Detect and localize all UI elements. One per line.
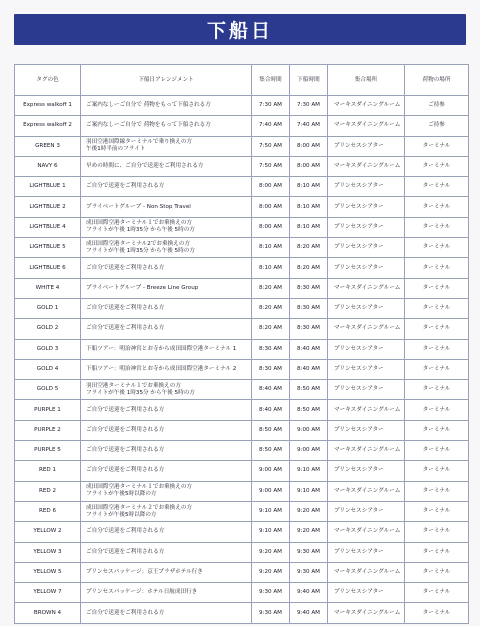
disembark-time-cell: 8:50 AM (290, 400, 328, 420)
meeting-time-cell: 7:50 AM (252, 156, 290, 176)
table-row (15, 420, 469, 440)
luggage-place-cell: ターミナル (405, 583, 469, 603)
meeting-place-cell: プリンセスシアター (328, 238, 405, 258)
meeting-time-cell: 9:10 AM (252, 501, 290, 521)
meeting-place-cell: プリンセスシアター (328, 420, 405, 440)
page-title: 下船日 (206, 20, 273, 42)
table-row (15, 339, 469, 359)
meeting-place-cell: プリンセスシアター (328, 339, 405, 359)
meeting-place-cell: プリンセスシアター (328, 583, 405, 603)
table-row (15, 522, 469, 542)
disembark-time-cell: 9:00 AM (290, 420, 328, 440)
table-row (15, 298, 469, 318)
disembark-time-cell: 8:30 AM (290, 319, 328, 339)
meeting-time-cell: 8:00 AM (252, 217, 290, 237)
meeting-place-cell: マーキスダイニングルーム (328, 603, 405, 623)
tag-color-cell: YELLOW 7 (15, 583, 81, 603)
arrangement-line: ご自分で送迎をご利用される方 (86, 183, 165, 190)
arrangement-cell (81, 339, 252, 359)
luggage-place-cell: ターミナル (405, 501, 469, 521)
meeting-place-cell: マーキスダイニングルーム (328, 156, 405, 176)
disembark-time-cell: 8:00 AM (290, 156, 328, 176)
arrangement-line: フライトが午後5時以降の方 (86, 491, 157, 498)
disembark-time-cell: 9:10 AM (290, 481, 328, 501)
meeting-place-cell: マーキスダイニングルーム (328, 441, 405, 461)
arrangement-cell (81, 400, 252, 420)
luggage-place-cell: ターミナル (405, 258, 469, 278)
table-row (15, 278, 469, 298)
arrangement-line: ご自分で送迎をご利用される方 (86, 548, 165, 555)
arrangement-cell (81, 380, 252, 400)
arrangement-line: フライトが午後5時以降の方 (86, 511, 157, 518)
tag-color-cell: Express walkoff 1 (15, 96, 81, 116)
meeting-time-cell: 8:50 AM (252, 441, 290, 461)
arrangement-line: ご自分で送迎をご利用される方 (86, 264, 165, 271)
arrangement-cell (81, 116, 252, 136)
header-tag-color: タグの色 (15, 65, 81, 96)
tag-color-cell: RED 6 (15, 501, 81, 521)
arrangement-line: ご自分で送迎をご利用される方 (86, 426, 165, 433)
disembark-time-cell: 9:40 AM (290, 583, 328, 603)
meeting-place-cell: マーキスダイニングルーム (328, 116, 405, 136)
luggage-place-cell: ターミナル (405, 380, 469, 400)
arrangement-line: ご自分で送迎をご利用される方 (86, 528, 165, 535)
luggage-place-cell: ターミナル (405, 522, 469, 542)
meeting-time-cell: 9:30 AM (252, 603, 290, 623)
arrangement-line: ご自分で送迎をご利用される方 (86, 467, 165, 474)
arrangement-cell (81, 278, 252, 298)
tag-color-cell: LIGHTBLUE 1 (15, 177, 81, 197)
meeting-place-cell: プリンセスシアター (328, 542, 405, 562)
meeting-time-cell: 9:20 AM (252, 542, 290, 562)
meeting-time-cell: 8:50 AM (252, 420, 290, 440)
meeting-place-cell: マーキスダイニングルーム (328, 319, 405, 339)
tag-color-cell: LIGHTBLUE 5 (15, 238, 81, 258)
arrangement-line: 成田国際空港ターミナル2でお乗換えの方 (86, 240, 190, 247)
arrangement-cell (81, 583, 252, 603)
arrangement-cell (81, 96, 252, 116)
luggage-place-cell: ターミナル (405, 359, 469, 379)
arrangement-cell (81, 359, 252, 379)
luggage-place-cell: ターミナル (405, 197, 469, 217)
meeting-place-cell: プリンセスシアター (328, 136, 405, 156)
luggage-place-cell: ターミナル (405, 603, 469, 623)
meeting-time-cell: 9:30 AM (252, 583, 290, 603)
arrangement-line: ご自分で送迎をご利用される方 (86, 325, 165, 332)
arrangement-line: プリンセスパッケージ：京王プラザホテル行き (86, 568, 203, 575)
tag-color-cell: LIGHTBLUE 2 (15, 197, 81, 217)
table-row (15, 481, 469, 501)
luggage-place-cell: ターミナル (405, 177, 469, 197)
arrangement-cell (81, 156, 252, 176)
disembark-time-cell: 9:30 AM (290, 562, 328, 582)
tag-color-cell: WHITE 4 (15, 278, 81, 298)
luggage-place-cell: ターミナル (405, 400, 469, 420)
arrangement-line: ご自分で送迎をご利用される方 (86, 305, 165, 312)
meeting-time-cell: 8:10 AM (252, 238, 290, 258)
tag-color-cell: PURPLE 1 (15, 400, 81, 420)
disembark-time-cell: 8:30 AM (290, 278, 328, 298)
luggage-place-cell: ターミナル (405, 156, 469, 176)
meeting-place-cell: プリンセスシアター (328, 461, 405, 481)
luggage-place-cell: ターミナル (405, 339, 469, 359)
arrangement-line: プリンセスパッケージ：ホテル日航成田行き (86, 589, 198, 596)
arrangement-line: ご自分で送迎をご利用される方 (86, 447, 165, 454)
table-row (15, 603, 469, 623)
arrangement-cell (81, 603, 252, 623)
meeting-place-cell: プリンセスシアター (328, 258, 405, 278)
meeting-time-cell: 8:10 AM (252, 258, 290, 278)
table-row (15, 217, 469, 237)
disembark-time-cell: 8:40 AM (290, 359, 328, 379)
table-row (15, 238, 469, 258)
table-row (15, 501, 469, 521)
table-row (15, 583, 469, 603)
header-arrangement: 下船日アレンジメント (81, 65, 252, 96)
tag-color-cell: YELLOW 3 (15, 542, 81, 562)
meeting-place-cell: プリンセスシアター (328, 298, 405, 318)
table-body (15, 96, 469, 624)
tag-color-cell: LIGHTBLUE 6 (15, 258, 81, 278)
disembark-time-cell: 8:10 AM (290, 197, 328, 217)
arrangement-cell (81, 562, 252, 582)
luggage-place-cell: ターミナル (405, 136, 469, 156)
arrangement-cell (81, 542, 252, 562)
luggage-place-cell: ターミナル (405, 481, 469, 501)
table-row (15, 156, 469, 176)
luggage-place-cell: ターミナル (405, 217, 469, 237)
meeting-place-cell: マーキスダイニングルーム (328, 522, 405, 542)
meeting-time-cell: 9:10 AM (252, 522, 290, 542)
arrangement-cell (81, 238, 252, 258)
arrangement-cell (81, 461, 252, 481)
disembark-time-cell: 8:40 AM (290, 339, 328, 359)
arrangement-cell (81, 501, 252, 521)
arrangement-line: プライベートグループ - Non Stop Travel (86, 203, 191, 210)
table-row (15, 116, 469, 136)
page-banner (14, 14, 466, 45)
arrangement-cell (81, 197, 252, 217)
tag-color-cell: GOLD 1 (15, 298, 81, 318)
luggage-place-cell: ターミナル (405, 542, 469, 562)
meeting-time-cell: 9:20 AM (252, 562, 290, 582)
disembark-time-cell: 9:40 AM (290, 603, 328, 623)
arrangement-line: ご自分で送迎をご利用される方 (86, 406, 165, 413)
meeting-time-cell: 8:40 AM (252, 400, 290, 420)
arrangement-line: プライベートグループ - Breeze Line Group (86, 284, 199, 291)
header-meeting-time: 集合時間 (252, 65, 290, 96)
table-row (15, 319, 469, 339)
disembark-time-cell: 8:10 AM (290, 177, 328, 197)
disembark-time-cell: 9:20 AM (290, 522, 328, 542)
tag-color-cell: YELLOW 5 (15, 562, 81, 582)
meeting-place-cell: プリンセスシアター (328, 217, 405, 237)
arrangement-line: 早めの時間に、ご自分で送迎をご利用される方 (86, 163, 204, 170)
meeting-time-cell: 7:40 AM (252, 116, 290, 136)
arrangement-cell (81, 217, 252, 237)
arrangement-line: 羽田空港国際線ターミナルで乗り換えの方 (86, 139, 193, 146)
disembark-time-cell: 8:50 AM (290, 380, 328, 400)
arrangement-line: ご案内なしーご自分で 荷物をもって下船される方 (86, 122, 211, 129)
luggage-place-cell: ターミナル (405, 298, 469, 318)
arrangement-line: フライトが午後 1時35分 から午後 5時の方 (86, 389, 195, 396)
table-row (15, 359, 469, 379)
table-row (15, 542, 469, 562)
tag-color-cell: GOLD 4 (15, 359, 81, 379)
meeting-time-cell: 8:30 AM (252, 339, 290, 359)
tag-color-cell: LIGHTBLUE 4 (15, 217, 81, 237)
arrangement-line: 下船ツアー：明治神宮とお寺から成田国際空港ターミナル 1 (86, 345, 237, 352)
tag-color-cell: YELLOW 2 (15, 522, 81, 542)
arrangement-cell (81, 177, 252, 197)
arrangement-cell (81, 136, 252, 156)
disembark-time-cell: 8:00 AM (290, 136, 328, 156)
arrangement-line: ご案内なしーご自分で 荷物をもって下船される方 (86, 102, 211, 109)
luggage-place-cell: ターミナル (405, 441, 469, 461)
meeting-place-cell: プリンセスシアター (328, 197, 405, 217)
luggage-place-cell: ターミナル (405, 461, 469, 481)
tag-color-cell: Express walkoff 2 (15, 116, 81, 136)
meeting-place-cell: マーキスダイニングルーム (328, 96, 405, 116)
table-row (15, 400, 469, 420)
disembark-time-cell: 9:10 AM (290, 461, 328, 481)
disembark-time-cell: 9:20 AM (290, 501, 328, 521)
meeting-time-cell: 9:00 AM (252, 481, 290, 501)
arrangement-cell (81, 319, 252, 339)
disembark-time-cell: 8:20 AM (290, 238, 328, 258)
arrangement-line: 成田国際空港ターミナル１でお乗換えの方 (86, 220, 193, 227)
tag-color-cell: NAVY 6 (15, 156, 81, 176)
tag-color-cell: GOLD 2 (15, 319, 81, 339)
arrangement-line: ご自分で送迎をご利用される方 (86, 609, 165, 616)
table-row (15, 441, 469, 461)
luggage-place-cell: ターミナル (405, 238, 469, 258)
luggage-place-cell: ターミナル (405, 319, 469, 339)
header-meeting-place: 集合場所 (328, 65, 405, 96)
table-row (15, 197, 469, 217)
disembark-time-cell: 7:30 AM (290, 96, 328, 116)
meeting-place-cell: プリンセスシアター (328, 177, 405, 197)
tag-color-cell: PURPLE 5 (15, 441, 81, 461)
meeting-place-cell: マーキスダイニングルーム (328, 400, 405, 420)
disembarkation-table (14, 64, 469, 624)
disembark-time-cell: 8:20 AM (290, 258, 328, 278)
disembark-time-cell: 8:10 AM (290, 217, 328, 237)
meeting-place-cell: マーキスダイニングルーム (328, 481, 405, 501)
table-row (15, 177, 469, 197)
table-row (15, 96, 469, 116)
meeting-time-cell: 7:50 AM (252, 136, 290, 156)
table-row (15, 380, 469, 400)
meeting-place-cell: マーキスダイニングルーム (328, 562, 405, 582)
meeting-time-cell: 8:00 AM (252, 177, 290, 197)
tag-color-cell: GREEN 3 (15, 136, 81, 156)
disembark-time-cell: 9:30 AM (290, 542, 328, 562)
tag-color-cell: GOLD 5 (15, 380, 81, 400)
meeting-time-cell: 8:40 AM (252, 380, 290, 400)
disembark-time-cell: 8:30 AM (290, 298, 328, 318)
meeting-time-cell: 7:30 AM (252, 96, 290, 116)
meeting-place-cell: プリンセスシアター (328, 501, 405, 521)
meeting-time-cell: 8:00 AM (252, 197, 290, 217)
arrangement-cell (81, 522, 252, 542)
tag-color-cell: RED 2 (15, 481, 81, 501)
meeting-time-cell: 8:20 AM (252, 278, 290, 298)
luggage-place-cell: ご持参 (405, 116, 469, 136)
arrangement-line: フライトが午後 1時35分 から午後 5時の方 (86, 247, 195, 254)
disembark-time-cell: 7:40 AM (290, 116, 328, 136)
meeting-time-cell: 8:30 AM (252, 359, 290, 379)
arrangement-cell (81, 298, 252, 318)
meeting-place-cell: マーキスダイニングルーム (328, 278, 405, 298)
arrangement-line: フライトが午後 1時35分 から午後 5時の方 (86, 227, 195, 234)
arrangement-cell (81, 258, 252, 278)
table-row (15, 136, 469, 156)
table-row (15, 258, 469, 278)
arrangement-line: 午後1時半前のフライト (86, 146, 146, 153)
arrangement-cell (81, 481, 252, 501)
meeting-time-cell: 8:20 AM (252, 298, 290, 318)
arrangement-line: 成田国際空港ターミナル２でお乗換えの方 (86, 504, 193, 511)
arrangement-line: 下船ツアー：明治神宮とお寺から成田国際空港ターミナル 2 (86, 366, 237, 372)
meeting-place-cell: プリンセスシアター (328, 359, 405, 379)
disembark-time-cell: 9:00 AM (290, 441, 328, 461)
tag-color-cell: BROWN 4 (15, 603, 81, 623)
arrangement-line: 羽田空港ターミナル１でお乗換えの方 (86, 382, 181, 389)
luggage-place-cell: ご持参 (405, 96, 469, 116)
header-disembark-time: 下船時間 (290, 65, 328, 96)
luggage-place-cell: ターミナル (405, 278, 469, 298)
luggage-place-cell: ターミナル (405, 562, 469, 582)
arrangement-cell (81, 420, 252, 440)
table-row (15, 562, 469, 582)
header-luggage-place: 荷物の場所 (405, 65, 469, 96)
meeting-time-cell: 9:00 AM (252, 461, 290, 481)
arrangement-cell (81, 441, 252, 461)
meeting-place-cell: プリンセスシアター (328, 380, 405, 400)
table-row (15, 461, 469, 481)
arrangement-line: 成田国際空港ターミナル１でお乗換えの方 (86, 484, 193, 491)
tag-color-cell: GOLD 3 (15, 339, 81, 359)
meeting-time-cell: 8:20 AM (252, 319, 290, 339)
tag-color-cell: RED 1 (15, 461, 81, 481)
table-header-row (15, 65, 469, 96)
luggage-place-cell: ターミナル (405, 420, 469, 440)
tag-color-cell: PURPLE 2 (15, 420, 81, 440)
